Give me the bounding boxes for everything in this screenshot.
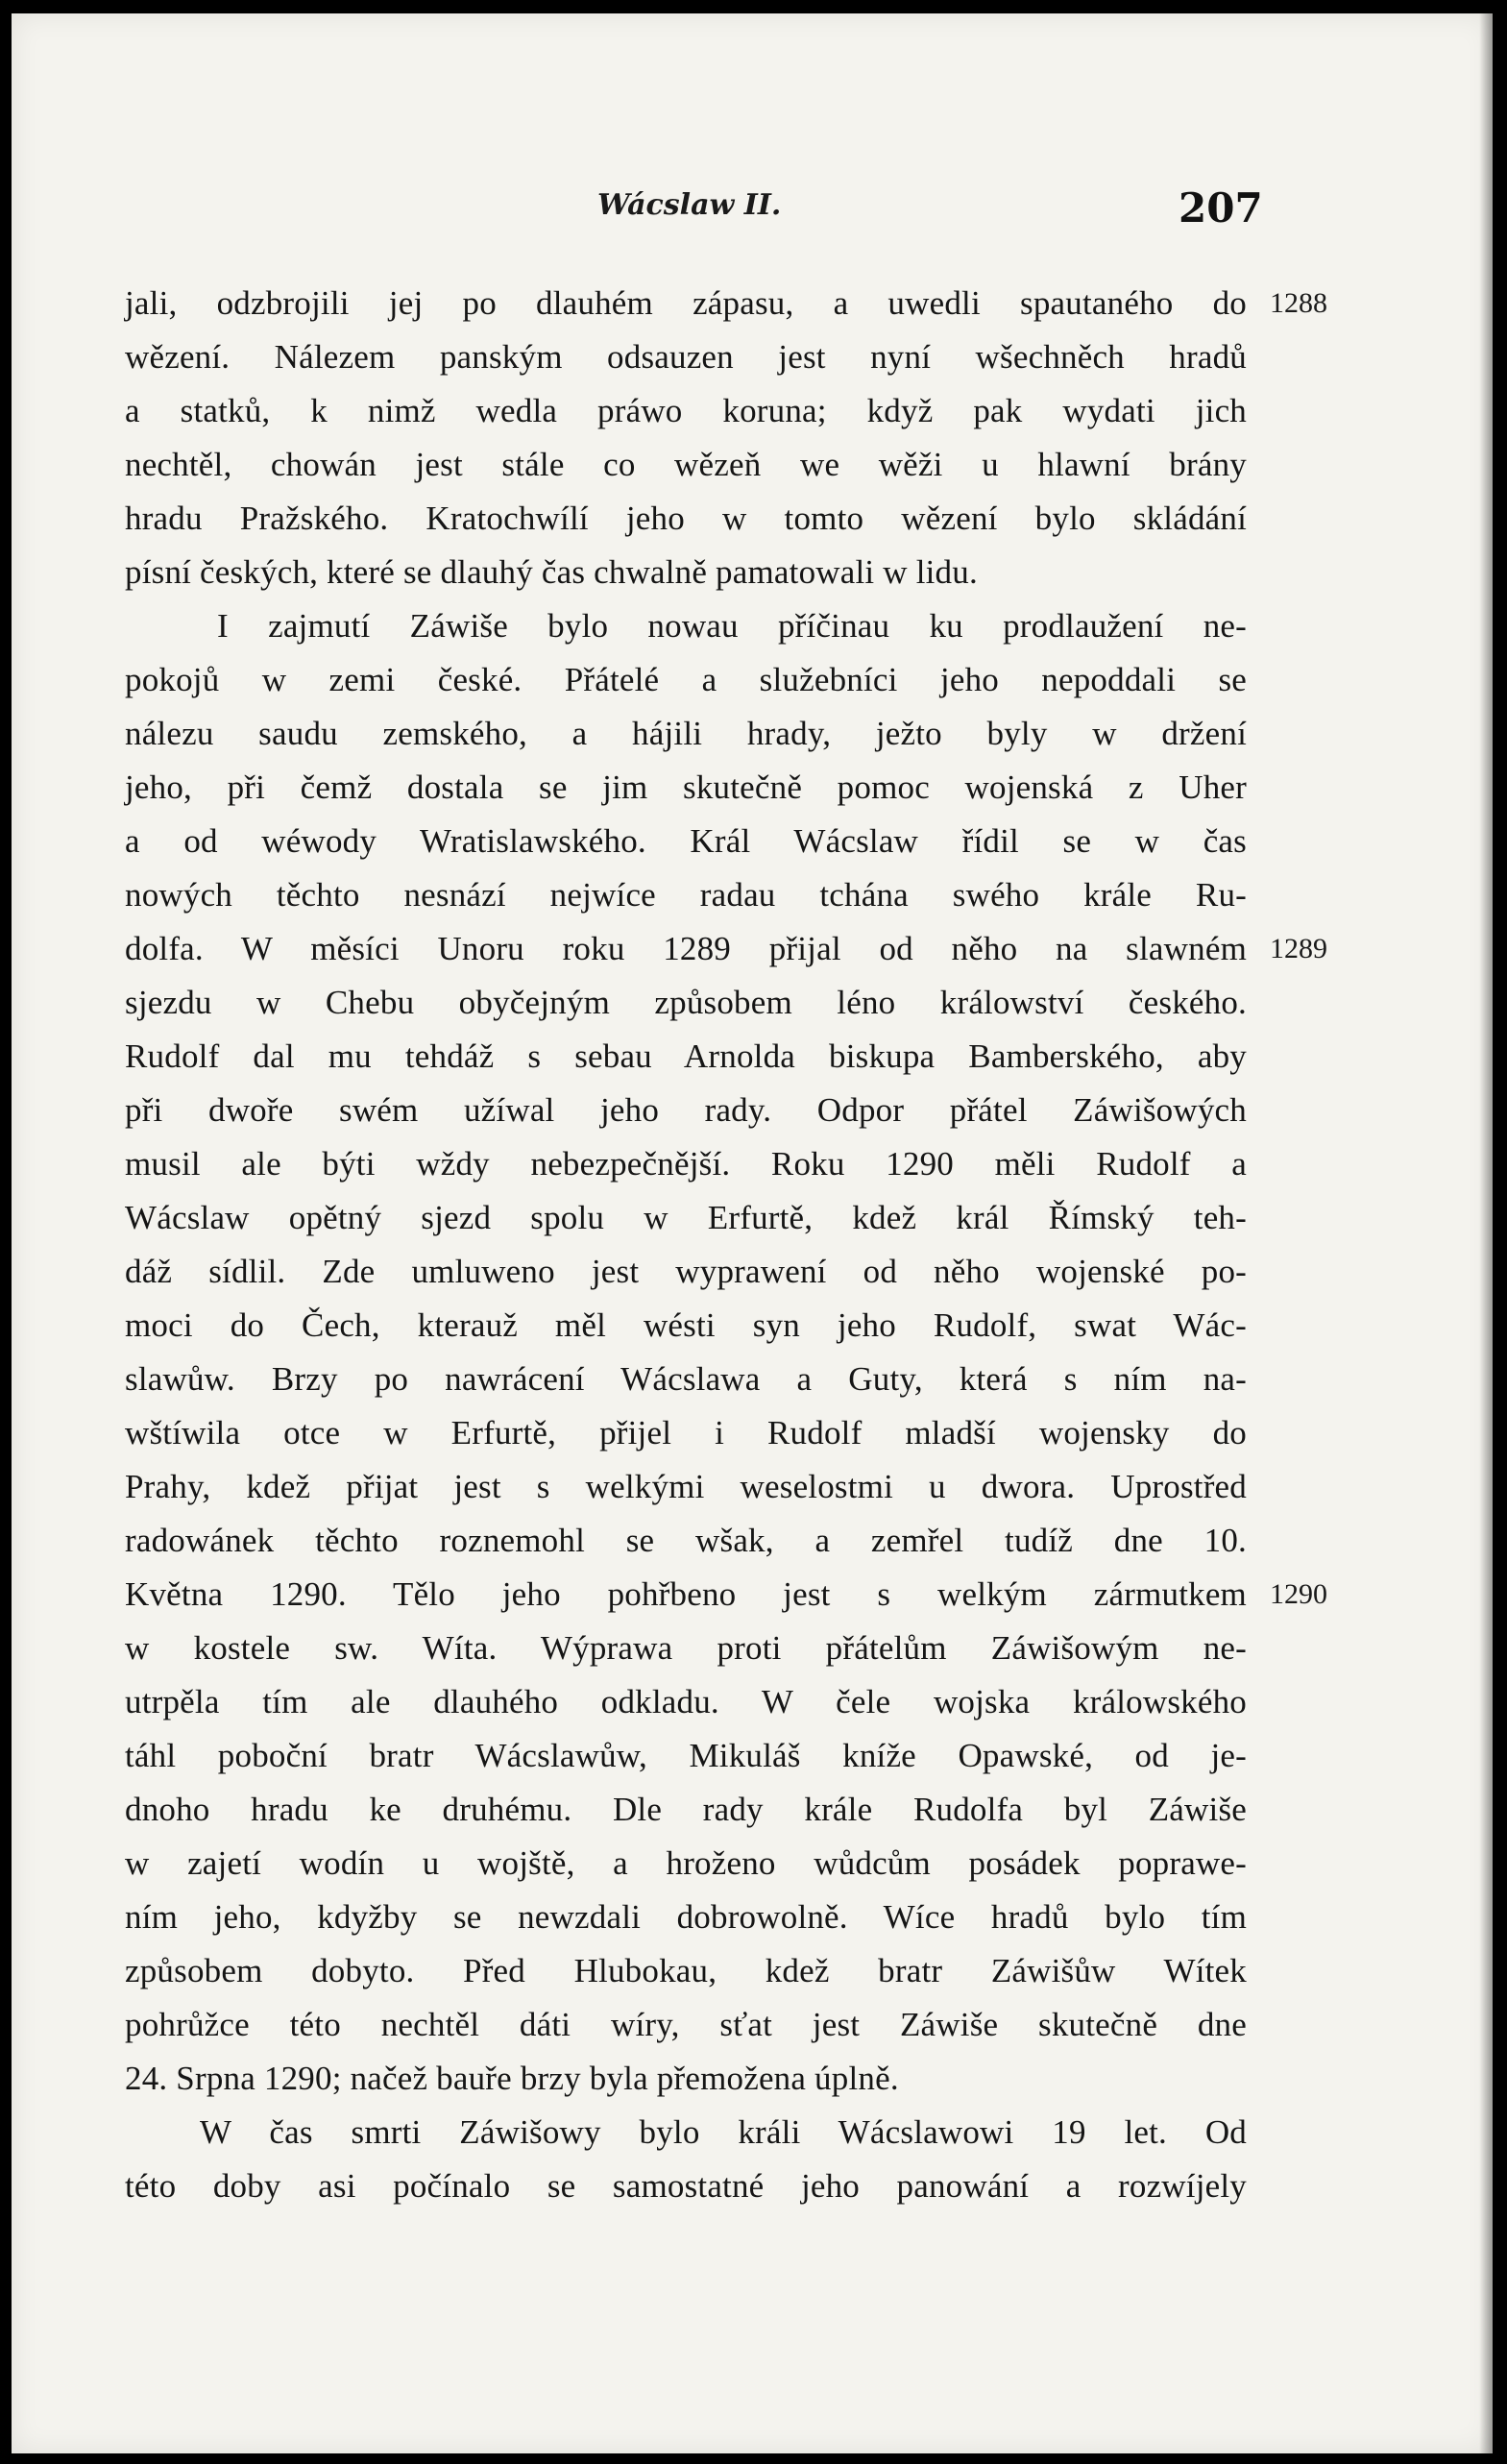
text-line: w zajetí wodín u wojště, a hroženo wůdcům posádek poprawe-: [125, 1844, 1247, 1882]
text-line: dáž sídlil. Zde umluweno jest wyprawení od něho wojenské po-: [125, 1253, 1247, 1290]
text-line: jali, odzbrojili jej po dlauhém zápasu, a uwedli spautaného do: [125, 284, 1247, 322]
margin-year: 1288: [1270, 287, 1327, 319]
text-line: Prahy, kdež přijat jest s welkými weselostmi u dwora. Uprostřed: [125, 1468, 1247, 1505]
margin-year: 1289: [1270, 933, 1327, 964]
text-line: dolfa. W měsíci Unoru roku 1289 přijal od něho na slawném: [125, 930, 1247, 967]
book-page: [12, 13, 1493, 2453]
text-line: a statků, k nimž wedla práwo koruna; když pak wydati jich: [125, 392, 1247, 429]
text-line: Wácslaw opětný sjezd spolu w Erfurtě, kdež král Římský teh-: [125, 1199, 1247, 1236]
body-text: [12, 13, 1493, 2453]
text-line: dnoho hradu ke druhému. Dle rady krále Rudolfa byl Záwiše: [125, 1791, 1247, 1828]
text-line: písní českých, které se dlauhý čas chwalně pamatowali w lidu.: [125, 553, 978, 591]
text-line: Května 1290. Tělo jeho pohřbeno jest s welkým zármutkem: [125, 1575, 1247, 1613]
text-line: utrpěla tím ale dlauhého odkladu. W čele wojska králowského: [125, 1683, 1247, 1720]
text-line: Rudolf dal mu tehdáž s sebau Arnolda biskupa Bamberského, aby: [125, 1037, 1247, 1075]
text-line: wězení. Nálezem panským odsauzen jest nyní wšechněch hradů: [125, 338, 1247, 376]
text-line: musil ale býti wždy nebezpečnější. Roku 1290 měli Rudolf a: [125, 1145, 1247, 1183]
text-line: způsobem dobyto. Před Hlubokau, kdež bratr Záwišůw Wítek: [125, 1952, 1247, 1989]
text-line: I zajmutí Záwiše bylo nowau příčinau ku prodlaužení ne-: [217, 607, 1247, 645]
text-line: jeho, při čemž dostala se jim skutečně pomoc wojenská z Uher: [125, 768, 1247, 806]
text-line: táhl poboční bratr Wácslawůw, Mikuláš kníže Opawské, od je-: [125, 1737, 1247, 1774]
running-head: Wácslaw II.: [597, 188, 782, 222]
text-line: nálezu saudu zemského, a hájili hrady, ježto byly w držení: [125, 715, 1247, 752]
text-line: sjezdu w Chebu obyčejným způsobem léno králowství českého.: [125, 984, 1247, 1021]
text-line: slawůw. Brzy po nawrácení Wácslawa a Guty, která s ním na-: [125, 1360, 1247, 1398]
text-line: a od wéwody Wratislawského. Král Wácslaw řídil se w čas: [125, 822, 1247, 860]
text-line: ním jeho, kdyžby se newzdali dobrowolně. Wíce hradů bylo tím: [125, 1898, 1247, 1936]
text-line: radowánek těchto roznemohl se wšak, a zemřel tudíž dne 10.: [125, 1522, 1247, 1559]
text-line: w kostele sw. Wíta. Wýprawa proti přátelům Záwišowým ne-: [125, 1629, 1247, 1667]
text-line: hradu Pražského. Kratochwílí jeho w tomto wězení bylo skládání: [125, 500, 1247, 537]
text-line: 24. Srpna 1290; načež bauře brzy byla přemožena úplně.: [125, 2060, 899, 2097]
text-line: moci do Čech, kterauž měl wésti syn jeho Rudolf, swat Wác-: [125, 1306, 1247, 1344]
text-line: nechtěl, chowán jest stále co wězeň we wěži u hlawní brány: [125, 446, 1247, 483]
text-line: této doby asi počínalo se samostatné jeho panowání a rozwíjely: [125, 2167, 1247, 2205]
text-line: nowých těchto nesnází nejwíce radau tchána swého krále Ru-: [125, 876, 1247, 914]
margin-year: 1290: [1270, 1578, 1327, 1610]
text-line: wštíwila otce w Erfurtě, přijel i Rudolf mladší wojensky do: [125, 1414, 1247, 1452]
page-number: 207: [1179, 184, 1263, 232]
text-line: pohrůžce této nechtěl dáti wíry, sťat jest Záwiše skutečně dne: [125, 2006, 1247, 2043]
text-line: při dwoře swém užíwal jeho rady. Odpor přátel Záwišowých: [125, 1091, 1247, 1129]
text-line: pokojů w zemi české. Přátelé a služebníci jeho nepoddali se: [125, 661, 1247, 698]
text-line: W čas smrti Záwišowy bylo králi Wácslawowi 19 let. Od: [200, 2113, 1247, 2151]
